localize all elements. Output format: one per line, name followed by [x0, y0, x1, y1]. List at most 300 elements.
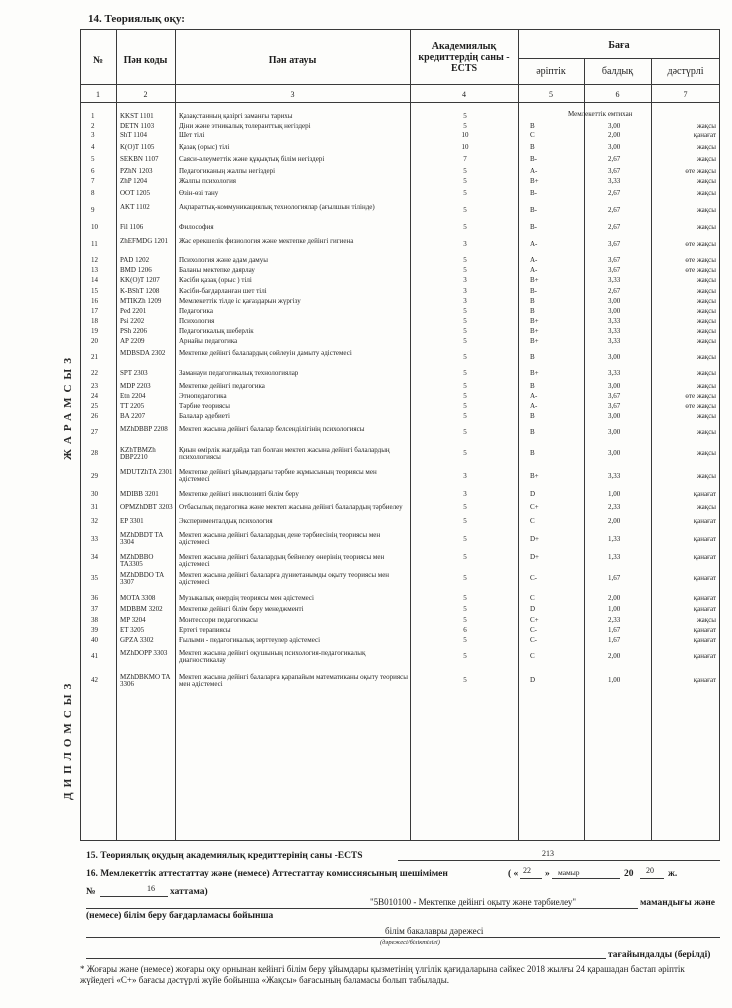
- row-number: 40: [91, 636, 98, 644]
- row-number: 32: [91, 517, 98, 525]
- row-credits: 5: [463, 166, 467, 175]
- attestation-text: 16. Мемлекеттік аттестаттау және (немесе) Аттестаттау комиссиясының шешімімен: [86, 869, 448, 879]
- row-letter: C-: [530, 636, 537, 644]
- row-number: 10: [91, 223, 98, 231]
- row-code: MZhDBDT TA 3304: [120, 531, 163, 547]
- row-traditional: қанағат: [693, 593, 716, 602]
- specialty-word: мамандығы және: [640, 898, 715, 908]
- row-letter: B: [530, 307, 535, 315]
- row-traditional: жақсы: [696, 326, 716, 335]
- row-credits: 5: [463, 352, 467, 361]
- row-code: MDUTZhTA 2301: [120, 468, 173, 476]
- row-credits: 5: [463, 121, 467, 130]
- row-credits: 5: [463, 553, 467, 561]
- col-number: 4: [462, 90, 466, 99]
- degree-value: білім бакалавры дәрежесі: [385, 926, 484, 936]
- row-letter: C+: [530, 615, 539, 624]
- row-code: OOT 1205: [120, 188, 151, 197]
- table-row: [80, 500, 720, 515]
- row-traditional: өте жақсы: [685, 240, 716, 248]
- row-traditional: жақсы: [696, 352, 716, 361]
- row-points: 3,33: [608, 369, 621, 377]
- row-number: 2: [91, 121, 95, 130]
- row-letter: C+: [530, 502, 539, 511]
- protocol-number: 16: [147, 884, 155, 893]
- row-points: 1,33: [608, 553, 621, 561]
- row-points: 3,00: [608, 297, 621, 305]
- row-code: PAD 1202: [120, 256, 150, 264]
- row-traditional: жақсы: [696, 223, 716, 231]
- row-letter: A-: [530, 266, 538, 274]
- table-row: [80, 615, 720, 626]
- row-name: Қазақ (орыс) тілі: [179, 142, 230, 151]
- row-traditional: жақсы: [696, 177, 716, 185]
- row-code: OPMZhDBT 3203: [120, 502, 173, 511]
- row-name: Мектепке дейінгі ұйымдардағы тәрбие жұмысының теориясы мен әдістемесі: [179, 468, 377, 484]
- row-code: MZhDBDO TA 3307: [120, 570, 164, 586]
- table-row: [80, 327, 720, 336]
- total-credits-label: 15. Теориялық оқудың академиялық кредиттерінің саны -ECTS: [86, 851, 363, 861]
- row-credits: 5: [463, 266, 467, 274]
- year-word: ж.: [668, 869, 678, 879]
- row-name: Шет тілі: [179, 131, 205, 139]
- row-code: DETN 1103: [120, 121, 155, 130]
- table-row: [80, 444, 720, 464]
- row-code: AKT 1102: [120, 202, 150, 211]
- row-number: 11: [91, 240, 98, 248]
- row-points: 2,00: [608, 131, 621, 139]
- row-letter: D: [530, 489, 536, 498]
- row-traditional: қанағат: [693, 489, 716, 498]
- row-points: 2,67: [608, 286, 621, 295]
- header-num: №: [92, 55, 104, 66]
- row-traditional: жақсы: [696, 412, 716, 420]
- quote-close: »: [545, 869, 550, 879]
- row-credits: 3: [463, 286, 467, 295]
- side-stamp-bottom: ДИПЛОМСЫЗ: [62, 678, 74, 800]
- row-points: 1,67: [608, 636, 621, 644]
- row-letter: D: [530, 605, 536, 613]
- row-points: 2,00: [608, 593, 621, 602]
- table-row: [80, 141, 720, 154]
- row-letter: D+: [530, 553, 540, 561]
- row-number: 31: [91, 502, 98, 511]
- quote-open: ( «: [508, 869, 519, 879]
- row-traditional: жақсы: [696, 286, 716, 295]
- row-points: 3,00: [608, 449, 621, 457]
- row-code: MDIBB 3201: [120, 489, 159, 498]
- table-row: [80, 566, 720, 592]
- row-letter: B: [530, 428, 535, 436]
- row-letter: C: [530, 593, 535, 602]
- col-number: 7: [683, 90, 688, 99]
- row-credits: 5: [463, 392, 467, 400]
- row-code: ZhEFMDG 1201: [120, 236, 169, 245]
- row-letter: C: [530, 517, 535, 525]
- row-points: 3,67: [608, 392, 621, 400]
- footnote: * Жоғары және (немесе) жоғары оқу орнынан кейінгі білім беру ұйымдары қызметінің үлгілік қағидаларына сәйкес 2018 жылғы 24 қарашадан бастап әріптік жүйедегі «С+» бағасы дәстүрлі жүйе бойынша «Жақсы» бағасының баламасы болып табылады.: [80, 964, 685, 985]
- table-row: [80, 529, 720, 550]
- row-traditional: қанағат: [693, 534, 716, 543]
- row-points: 2,67: [608, 155, 621, 163]
- row-code: PSh 2206: [120, 326, 148, 335]
- row-traditional: өте жақсы: [685, 256, 716, 264]
- row-traditional: жақсы: [696, 121, 716, 130]
- row-name: Отбасылық педагогика және мектеп жасына дейінгі балалардың тәрбиелеу: [179, 502, 403, 511]
- row-points: 1,00: [608, 605, 621, 613]
- row-letter: C-: [530, 626, 537, 634]
- table-row: [80, 367, 720, 381]
- row-points: 3,00: [608, 142, 621, 151]
- row-code: ET 3205: [120, 626, 145, 634]
- section-title: 14. Теориялық оқу:: [88, 13, 185, 25]
- row-points: 3,00: [608, 352, 621, 361]
- row-number: 26: [91, 412, 98, 420]
- row-number: 19: [91, 326, 98, 335]
- row-number: 36: [91, 593, 98, 602]
- row-points: 2,33: [608, 502, 621, 511]
- row-traditional: жақсы: [696, 155, 716, 163]
- attestation-day: 22: [523, 866, 531, 875]
- row-name: Қиын өмірлік жағдайда тап болған мектеп жасына дейінгі балалардың психологиясы: [179, 445, 390, 461]
- row-credits: 5: [463, 517, 467, 525]
- row-number: 17: [91, 307, 98, 315]
- table-row: [80, 592, 720, 605]
- row-credits: 5: [463, 676, 467, 684]
- row-letter: B: [530, 297, 535, 305]
- header-name: Пән атауы: [268, 55, 317, 66]
- table-row: [80, 515, 720, 529]
- row-points: 3,67: [608, 402, 621, 410]
- table-row: [80, 605, 720, 615]
- row-points: 1,00: [608, 489, 621, 498]
- row-points: 3,00: [608, 381, 621, 390]
- row-name: Психология және адам дамуы: [179, 256, 268, 264]
- col-number: 2: [143, 90, 148, 99]
- row-credits: 6: [463, 626, 467, 634]
- row-credits: 10: [461, 142, 469, 151]
- row-credits: 3: [463, 240, 467, 248]
- row-letter: C: [530, 131, 535, 139]
- table-row: [80, 668, 720, 694]
- row-name: Ертегі терапиясы: [179, 626, 231, 634]
- row-name: Мектеп жасына дейінгі балалар белсенділігінің психологиясы: [179, 424, 365, 433]
- table-row: [80, 166, 720, 177]
- row-traditional: қанағат: [693, 605, 716, 613]
- row-traditional: жақсы: [696, 276, 716, 284]
- row-number: 15: [91, 286, 98, 295]
- row-traditional: жақсы: [696, 307, 716, 315]
- row-credits: 5: [463, 574, 467, 582]
- row-code: MZhDBBO TA3305: [120, 553, 154, 569]
- row-traditional: жақсы: [696, 615, 716, 624]
- row-credits: 5: [463, 206, 467, 214]
- row-name: Мектеп жасына дейінгі балаларға дүниетанымды оқыту теориясы мен әдістемесі: [179, 570, 390, 586]
- row-name: Діни және этникалық толеранттық негіздері: [179, 121, 311, 130]
- row-traditional: жақсы: [696, 317, 716, 325]
- row-letter: B: [530, 121, 535, 130]
- row-points: 3,33: [608, 471, 621, 480]
- row-letter: B+: [530, 337, 539, 345]
- table-row: [80, 276, 720, 286]
- table-row: [80, 646, 720, 668]
- row-letter: D+: [530, 534, 540, 543]
- row-credits: 10: [461, 131, 469, 139]
- row-name: Қазақстанның қазіргі заманғы тарихы: [179, 112, 293, 120]
- row-name: Мектеп жасына дейінгі оқушының психология-педагогикалық диагностикалау: [179, 648, 366, 664]
- table-row: [80, 187, 720, 200]
- row-number: 39: [91, 626, 98, 634]
- row-letter: D: [530, 676, 536, 684]
- row-code: ShT 1104: [120, 131, 148, 139]
- row-number: 37: [91, 605, 98, 613]
- table-row: [80, 422, 720, 444]
- row-name: Мемлекеттік тілде іс қағаздарын жүргізу: [179, 297, 301, 305]
- row-letter: A-: [530, 402, 538, 410]
- row-traditional: жақсы: [696, 428, 716, 436]
- row-credits: 5: [463, 381, 467, 390]
- row-traditional: жақсы: [696, 369, 716, 377]
- year-suffix: 20: [646, 866, 654, 875]
- table-row: [80, 286, 720, 297]
- row-name: Баланы мектепке даярлау: [179, 266, 255, 274]
- row-points: 3,00: [608, 428, 621, 436]
- row-code: Ped 2201: [120, 307, 147, 315]
- row-number: 23: [91, 381, 98, 390]
- row-name: Этнопедагогика: [179, 392, 227, 400]
- row-credits: 5: [463, 223, 467, 231]
- row-code: BMD 1206: [120, 266, 152, 274]
- row-credits: 5: [463, 337, 467, 345]
- table-row: [80, 154, 720, 166]
- row-number: 21: [91, 352, 98, 361]
- col-number: 6: [615, 90, 620, 99]
- row-traditional: жақсы: [696, 449, 716, 457]
- row-code: MZhDBBP 2208: [120, 424, 168, 433]
- row-traditional: қанағат: [693, 553, 716, 561]
- row-points: 1,67: [608, 626, 621, 634]
- row-code: PZhN 1203: [120, 166, 153, 175]
- col-number: 1: [96, 90, 100, 99]
- protocol-no-sign: №: [86, 887, 96, 897]
- row-credits: 3: [463, 489, 467, 498]
- degree-caption: (дәрежесі/біліктілігі): [380, 939, 440, 946]
- row-code: EP 3301: [120, 517, 144, 525]
- row-letter: B+: [530, 369, 539, 377]
- row-points: 2,00: [608, 652, 621, 660]
- row-number: 9: [91, 206, 95, 214]
- row-number: 28: [91, 449, 98, 457]
- row-number: 41: [91, 652, 98, 660]
- row-letter: B: [530, 142, 535, 151]
- row-letter: A-: [530, 392, 538, 400]
- row-name: Мектепке дейінгі білім беру менеджменті: [179, 605, 304, 613]
- row-points: 1,67: [608, 574, 621, 582]
- row-traditional: жақсы: [696, 381, 716, 390]
- table-row: [80, 464, 720, 489]
- row-letter: B+: [530, 276, 539, 284]
- row-credits: 5: [463, 188, 467, 197]
- row-traditional: жақсы: [696, 337, 716, 345]
- row-points: 3,67: [608, 256, 621, 264]
- row-letter: C-: [530, 574, 537, 582]
- row-letter: B-: [530, 286, 537, 295]
- table-row: [80, 222, 720, 234]
- row-name: Мектепке дейінгі инклюзивті білім беру: [179, 489, 299, 498]
- row-code: TT 2205: [120, 402, 145, 410]
- row-letter: B-: [530, 206, 537, 214]
- row-traditional: жақсы: [696, 206, 716, 214]
- row-points: 2,67: [608, 223, 621, 231]
- row-traditional: жақсы: [696, 502, 716, 511]
- row-number: 16: [91, 297, 98, 305]
- row-letter: B: [530, 352, 535, 361]
- table-row: [80, 256, 720, 266]
- table-row: [80, 402, 720, 412]
- row-number: 29: [91, 471, 98, 480]
- row-number: 38: [91, 615, 98, 624]
- row-letter: A-: [530, 240, 538, 248]
- row-credits: 3: [463, 276, 467, 284]
- row-name: Өзін-өзі тану: [179, 188, 219, 197]
- row-letter: C: [530, 652, 535, 660]
- table-row: [80, 550, 720, 569]
- row-code: Etn 2204: [120, 392, 146, 400]
- row-name: Мектепке дейінгі педагогика: [179, 381, 265, 390]
- row-number: 34: [91, 553, 98, 561]
- row-name: Педагогика: [179, 307, 213, 315]
- row-note: Мемлекеттік емтихан: [568, 110, 633, 118]
- table-row: [80, 336, 720, 348]
- col-number: 5: [549, 90, 553, 99]
- row-points: 3,00: [608, 121, 621, 130]
- header-grade: Баға: [608, 40, 630, 51]
- row-credits: 5: [463, 593, 467, 602]
- protocol-word: хаттама): [170, 887, 208, 897]
- row-traditional: өте жақсы: [685, 402, 716, 410]
- row-credits: 5: [463, 449, 467, 457]
- table-row: [80, 266, 720, 276]
- row-letter: B-: [530, 188, 537, 197]
- attestation-month: мамыр: [558, 868, 580, 877]
- row-number: 14: [91, 276, 98, 284]
- row-number: 3: [91, 131, 95, 139]
- table-row: [80, 122, 720, 131]
- row-points: 3,67: [608, 166, 621, 175]
- row-points: 3,33: [608, 326, 621, 335]
- row-name: Музыкалық өнердің теориясы мен әдістемесі: [179, 593, 314, 602]
- row-name: Мектеп жасына дейінгі балаларға қарапайым математиканы оқыту теориясы мен әдістемесі: [179, 672, 408, 688]
- row-name: Мектеп жасына дейінгі балалардың дене тәрбиесінің теориясы мен әдістемесі: [179, 531, 381, 547]
- header-credits: Академиялық кредиттердің саны - ECTS: [418, 41, 510, 74]
- table-row: [80, 636, 720, 646]
- row-credits: 5: [463, 652, 467, 660]
- row-number: 35: [91, 574, 98, 582]
- row-credits: 5: [463, 428, 467, 436]
- row-code: MDBBM 3202: [120, 605, 163, 613]
- row-points: 1,33: [608, 534, 621, 543]
- table-row: [80, 200, 720, 222]
- row-letter: B: [530, 412, 535, 420]
- row-traditional: қанағат: [693, 652, 716, 660]
- row-number: 12: [91, 256, 98, 264]
- row-credits: 5: [463, 636, 467, 644]
- row-code: MDBSDA 2302: [120, 349, 166, 357]
- row-name: Заманауи педагогикалық технологиялар: [179, 369, 299, 377]
- table-row: [80, 317, 720, 327]
- row-name: Ғылыми - педагогикалық зерттеулер әдістемесі: [179, 636, 321, 644]
- header-traditional: дәстүрлі: [667, 66, 704, 77]
- row-points: 3,67: [608, 240, 621, 248]
- row-points: 3,33: [608, 317, 621, 325]
- row-points: 2,67: [608, 188, 621, 197]
- row-number: 7: [91, 177, 95, 185]
- row-letter: B: [530, 449, 535, 457]
- row-code: BA 2207: [120, 412, 146, 420]
- row-code: Psi 2202: [120, 317, 145, 325]
- row-code: ZhP 1204: [120, 177, 148, 185]
- row-name: Балалар әдебиеті: [179, 412, 230, 420]
- row-letter: B+: [530, 177, 539, 185]
- row-credits: 5: [463, 369, 467, 377]
- row-letter: B+: [530, 471, 539, 480]
- row-credits: 5: [463, 326, 467, 335]
- row-number: 6: [91, 166, 95, 175]
- row-points: 3,67: [608, 266, 621, 274]
- table-row: [80, 626, 720, 636]
- header-letter: әріптік: [536, 66, 566, 77]
- row-letter: A-: [530, 166, 538, 175]
- row-credits: 5: [463, 534, 467, 543]
- row-number: 22: [91, 369, 98, 377]
- program-label: (немесе) білім беру бағдарламасы бойынша: [86, 911, 274, 921]
- row-points: 3,33: [608, 177, 621, 185]
- row-code: MDP 2203: [120, 381, 151, 390]
- header-points: балдық: [601, 66, 634, 77]
- row-code: Fil 1106: [120, 223, 144, 231]
- row-letter: B: [530, 381, 535, 390]
- row-points: 2,00: [608, 517, 621, 525]
- row-name: Тәрбие теориясы: [179, 402, 230, 410]
- row-number: 5: [91, 155, 95, 163]
- row-number: 8: [91, 188, 95, 197]
- row-name: Жалпы психология: [179, 177, 237, 185]
- specialty-value: "5В010100 - Мектепке дейінгі оқыту және тәрбиелеу": [370, 897, 577, 907]
- row-letter: B+: [530, 317, 539, 325]
- row-credits: 5: [463, 412, 467, 420]
- row-name: Мектеп жасына дейінгі балалардың бейнелеу өнерінің теориясы мен әдістемесі: [179, 553, 385, 569]
- row-points: 3,33: [608, 337, 621, 345]
- row-number: 24: [91, 392, 98, 400]
- row-credits: 5: [463, 615, 467, 624]
- row-traditional: өте жақсы: [685, 166, 716, 175]
- row-traditional: өте жақсы: [685, 266, 716, 274]
- row-code: MZhDBKMO TA 3306: [120, 672, 171, 688]
- row-code: K-BShT 1208: [120, 286, 160, 295]
- row-traditional: қанағат: [693, 131, 716, 139]
- row-traditional: жақсы: [696, 471, 716, 480]
- row-code: KK(O)T 1207: [120, 276, 160, 284]
- row-credits: 5: [463, 402, 467, 410]
- row-letter: B-: [530, 155, 537, 163]
- row-name: Кәсіби-бағдарланған шет тілі: [179, 286, 267, 295]
- table-row: [80, 131, 720, 141]
- row-number: 13: [91, 266, 98, 274]
- row-code: K(O)T 1105: [120, 142, 155, 151]
- row-credits: 3: [463, 297, 467, 305]
- row-credits: 5: [463, 317, 467, 325]
- row-code: SEKBN 1107: [120, 155, 159, 163]
